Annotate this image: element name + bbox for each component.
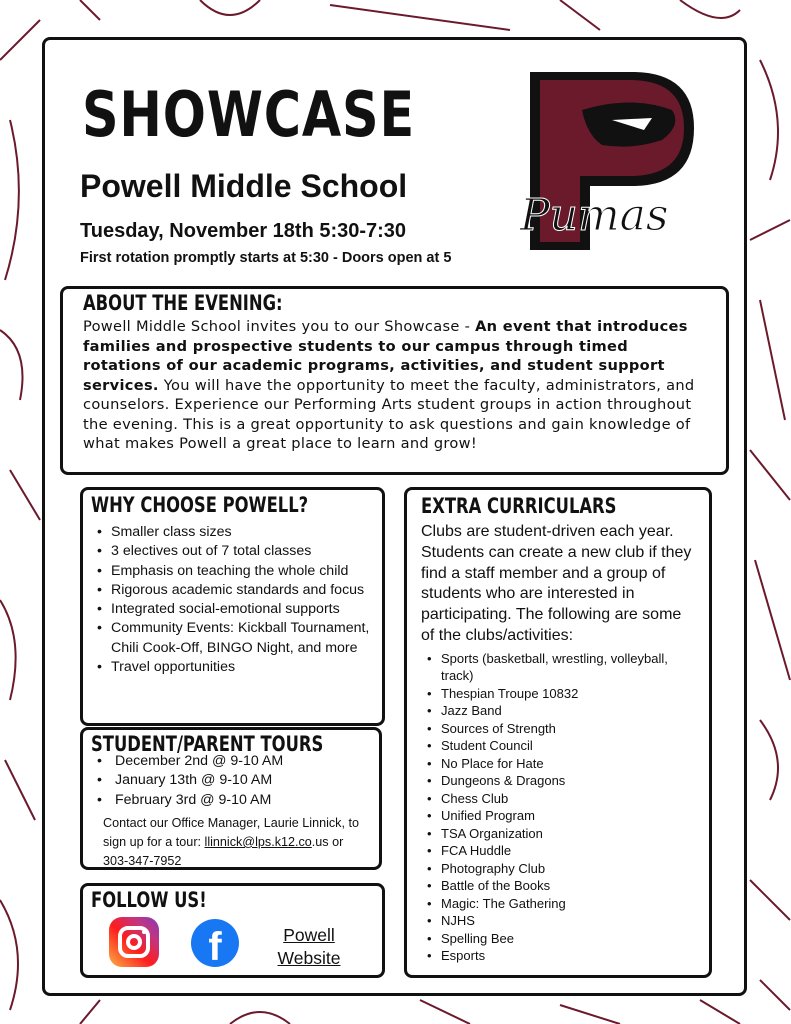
list-item: • Smaller class sizes <box>91 523 374 542</box>
email-link[interactable]: llinnick@lps.k12.co <box>204 834 312 849</box>
club-item: • Student Council <box>421 737 695 755</box>
tours-heading: STUDENT/PARENT TOURS <box>91 732 324 756</box>
event-date: Tuesday, November 18th 5:30-7:30 <box>80 220 407 242</box>
club-item: • Dungeons & Dragons <box>421 772 695 790</box>
follow-section <box>80 883 385 978</box>
school-name: Powell Middle School <box>80 168 408 204</box>
list-item: • Emphasis on teaching the whole child <box>91 562 374 581</box>
showcase-title: SHOWCASE <box>82 78 416 151</box>
tour-date: • February 3rd @ 9-10 AM <box>91 791 371 810</box>
list-item: • Rigorous academic standards and focus <box>91 581 374 600</box>
why-heading: WHY CHOOSE POWELL? <box>91 493 309 517</box>
tour-date: • January 13th @ 9-10 AM <box>91 771 371 790</box>
about-text: Powell Middle School invites you to our Showcase - An event that introduces families and prospective students to our campus through timed rotations of our academic programs, activities, and student support services. You will have the opportunity to meet the faculty, administrators, and counselors. Experience our Performing Arts student groups in action throughout the evening. This is a great opportunity to ask questions and gain knowledge of what makes Powell a great place to learn and grow! <box>83 318 695 452</box>
club-item: • Sources of Strength <box>421 720 695 738</box>
club-item: • Chess Club <box>421 790 695 808</box>
follow-heading: FOLLOW US! <box>91 888 207 912</box>
club-item: • Esports <box>421 947 695 965</box>
club-item: • Unified Program <box>421 807 695 825</box>
tour-date: • December 2nd @ 9-10 AM <box>91 752 371 771</box>
club-item: • TSA Organization <box>421 825 695 843</box>
instagram-icon[interactable] <box>109 917 159 967</box>
list-item: • Integrated social-emotional supports <box>91 600 374 619</box>
facebook-icon[interactable]: f <box>191 919 239 967</box>
why-choose-section <box>80 487 385 726</box>
club-item: • No Place for Hate <box>421 755 695 773</box>
club-item: • Photography Club <box>421 860 695 878</box>
club-item: • Battle of the Books <box>421 877 695 895</box>
rotation-note: First rotation promptly starts at 5:30 - Doors open at 5 <box>80 250 452 266</box>
club-item: • Magic: The Gathering <box>421 895 695 913</box>
extra-intro: Clubs are student-driven each year. Students can create a new club if they find a staff member and a group of students who are interested in participating. The following are some of the clubs/activities: <box>421 523 692 644</box>
list-item: • 3 electives out of 7 total classes <box>91 542 374 561</box>
tours-section <box>80 727 382 870</box>
club-item: • Sports (basketball, wrestling, volleyball, track) <box>421 650 695 685</box>
extra-heading: EXTRA CURRICULARS <box>421 494 617 518</box>
tour-contact: Contact our Office Manager, Laurie Linnick, to sign up for a tour: llinnick@lps.k12.co.us or 303-347-7952 <box>103 815 359 868</box>
club-item: • FCA Huddle <box>421 842 695 860</box>
about-heading: ABOUT THE EVENING: <box>83 291 283 315</box>
about-section <box>60 286 729 475</box>
pumas-logo <box>512 70 702 252</box>
list-item: • Community Events: Kickball Tournament, Chili Cook-Off, BINGO Night, and more <box>91 619 374 658</box>
svg-text:Pumas: Pumas <box>520 190 669 241</box>
club-item: • Spelling Bee <box>421 930 695 948</box>
club-item: • Thespian Troupe 10832 <box>421 685 695 703</box>
list-item: • Travel opportunities <box>91 658 374 677</box>
extracurriculars-section <box>404 487 712 978</box>
website-link[interactable]: Powell Website <box>277 925 341 968</box>
club-item: • Jazz Band <box>421 702 695 720</box>
club-item: • NJHS <box>421 912 695 930</box>
